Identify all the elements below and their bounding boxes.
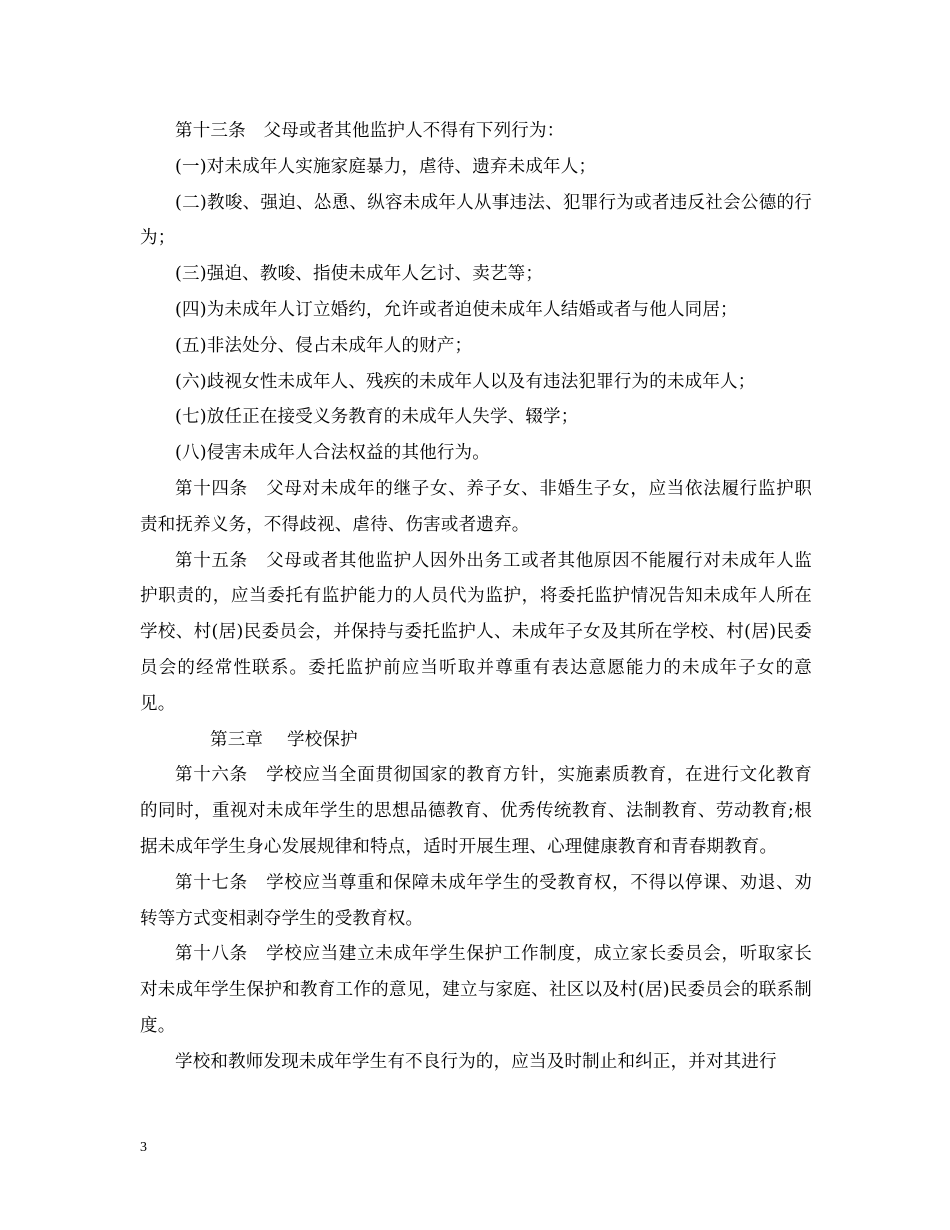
article-14: 第十四条 父母对未成年的继子女、养子女、非婚生子女，应当依法履行监护职责和抚养义务，不得歧视、虐待、伤害或者遗弃。 <box>140 478 812 535</box>
article-16: 第十六条 学校应当全面贯彻国家的教育方针，实施素质教育，在进行文化教育的同时，重视对未成年学生的思想品德教育、优秀传统教育、法制教育、劳动教育;根据未成年学生身心发展规律和特点，适时开展生理、心理健康教育和青春期教育。 <box>140 765 812 857</box>
list-item-8: (八)侵害未成年人合法权益的其他行为。 <box>175 443 490 464</box>
chapter-number: 第三章 <box>210 729 264 750</box>
list-item-4: (四)为未成年人订立婚约，允许或者迫使未成年人结婚或者与他人同居； <box>175 299 738 320</box>
document-body <box>140 114 812 1081</box>
article-13-heading: 第十三条 父母或者其他监护人不得有下列行为： <box>175 121 565 141</box>
article-17: 第十七条 学校应当尊重和保障未成年学生的受教育权，不得以停课、劝退、劝转等方式变相剥夺学生的受教育权。 <box>140 872 812 929</box>
article-15: 第十五条 父母或者其他监护人因外出务工或者其他原因不能履行对未成年人监护职责的，应当委托有监护能力的人员代为监护，将委托监护情况告知未成年人所在学校、村(居)民委员会，并保持与委托监护人、未成年子女及其所在学校、村(居)民委员会的经常性联系。委托监护前应当听取并尊重有表达意愿能力的未成年子女的意见。 <box>140 550 812 714</box>
page-number: 3 <box>140 1140 147 1155</box>
article-18-continuation: 学校和教师发现未成年学生有不良行为的，应当及时制止和纠正，并对其进行 <box>175 1051 777 1072</box>
article-18: 第十八条 学校应当建立未成年学生保护工作制度，成立家长委员会，听取家长对未成年学生保护和教育工作的意见，建立与家庭、社区以及村(居)民委员会的联系制度。 <box>140 944 812 1036</box>
chapter-heading <box>140 723 812 759</box>
list-item-7: (七)放任正在接受义务教育的未成年人失学、辍学； <box>175 407 579 428</box>
list-item-3: (三)强迫、教唆、指使未成年人乞讨、卖艺等； <box>175 264 544 285</box>
list-item-5: (五)非法处分、侵占未成年人的财产； <box>175 335 473 356</box>
list-item-6: (六)歧视女性未成年人、残疾的未成年人以及有违法犯罪行为的未成年人； <box>175 371 756 392</box>
list-item-1: (一)对未成年人实施家庭暴力，虐待、遗弃未成年人； <box>175 156 597 177</box>
list-item-2: (二)教唆、强迫、怂恿、纵容未成年人从事违法、犯罪行为或者违反社会公德的行为； <box>140 192 812 249</box>
chapter-title: 学校保护 <box>287 729 358 750</box>
